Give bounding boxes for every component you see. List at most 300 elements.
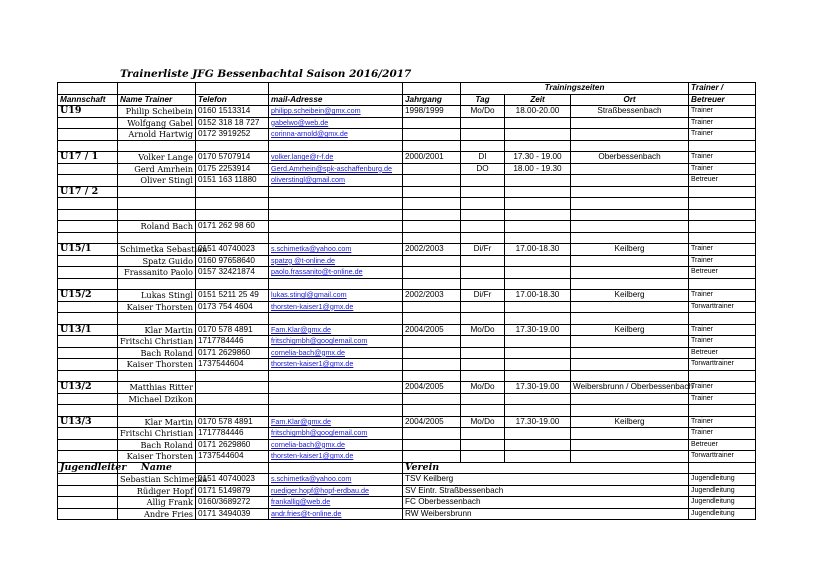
jahrgang-cell <box>403 347 461 359</box>
trainer-name-cell: Klar Martin <box>118 324 196 336</box>
trainer-name-cell: Frassanito Paolo <box>118 267 196 279</box>
ort-cell <box>571 405 689 417</box>
ort-cell: Straßbessenbach <box>571 106 689 118</box>
zeit-cell <box>505 313 571 325</box>
jugendleiter-name-cell: Andre Fries <box>118 508 196 520</box>
zeit-cell <box>505 140 571 152</box>
header-name: Name <box>118 462 196 474</box>
empty-cell <box>58 485 118 497</box>
header-betreuer: Betreuer <box>689 94 756 106</box>
header-jahrgang: Jahrgang <box>403 94 461 106</box>
mail-link[interactable]: spatzg @t-online.de <box>269 255 403 267</box>
phone-cell: 0172 3919252 <box>196 129 269 141</box>
mail-link[interactable]: Fam.Klar@gmx.de <box>269 324 403 336</box>
tag-cell <box>461 129 505 141</box>
tag-cell <box>461 336 505 348</box>
verein-cell: SV Eintr. Straßbessenbach <box>403 485 689 497</box>
mail-link[interactable]: Fam.Klar@gmx.de <box>269 416 403 428</box>
jahrgang-cell <box>403 336 461 348</box>
header-empty <box>689 462 756 474</box>
phone-cell: 0171 2629860 <box>196 439 269 451</box>
role-cell: Trainer <box>689 290 756 302</box>
jahrgang-cell <box>403 267 461 279</box>
tag-cell <box>461 370 505 382</box>
zeit-cell <box>505 347 571 359</box>
tag-cell <box>461 117 505 129</box>
phone-cell <box>196 382 269 394</box>
role-cell <box>689 370 756 382</box>
mail-link[interactable]: corinna-arnold@gmx.de <box>269 129 403 141</box>
role-cell <box>689 278 756 290</box>
zeit-cell <box>505 370 571 382</box>
zeit-cell: 17.30-19.00 <box>505 324 571 336</box>
role-cell: Jugendleitung <box>689 497 756 509</box>
phone-cell: 0157 32421874 <box>196 267 269 279</box>
trainer-name-cell: Lukas Stingl <box>118 290 196 302</box>
ort-cell <box>571 301 689 313</box>
jahrgang-cell <box>403 393 461 405</box>
ort-cell: Weibersbrunn / Oberbessenbach <box>571 382 689 394</box>
table-row <box>58 439 756 451</box>
ort-cell <box>571 186 689 198</box>
table-row <box>58 175 756 187</box>
team-cell <box>58 278 118 290</box>
zeit-cell <box>505 428 571 440</box>
trainer-name-cell: Roland Bach <box>118 221 196 233</box>
phone-cell <box>196 370 269 382</box>
zeit-cell <box>505 117 571 129</box>
mail-link[interactable]: thorsten-kaiser1@gmx.de <box>269 359 403 371</box>
role-cell: Trainer <box>689 163 756 175</box>
phone-cell: 1737544604 <box>196 451 269 463</box>
role-cell: Trainer <box>689 152 756 164</box>
page-title: Trainerliste JFG Bessenbachtal Saison 2016/2017 <box>120 68 412 80</box>
mail-link[interactable]: gabelwo@web.de <box>269 117 403 129</box>
phone-cell: 0171 5149879 <box>196 485 269 497</box>
tag-cell: Mo/Do <box>461 416 505 428</box>
phone-cell: 0160 97658640 <box>196 255 269 267</box>
phone-cell: 1717784446 <box>196 336 269 348</box>
team-cell <box>58 370 118 382</box>
zeit-cell: 17.00-18.30 <box>505 244 571 256</box>
team-cell <box>58 175 118 187</box>
team-cell: U17 / 1 <box>58 152 118 164</box>
tag-cell: DO <box>461 163 505 175</box>
ort-cell <box>571 117 689 129</box>
phone-cell: 0160 1513314 <box>196 106 269 118</box>
jahrgang-cell <box>403 175 461 187</box>
ort-cell <box>571 163 689 175</box>
jahrgang-cell: 2002/2003 <box>403 244 461 256</box>
team-cell <box>58 198 118 210</box>
jahrgang-cell: 2002/2003 <box>403 290 461 302</box>
mail-link[interactable]: lukas.stingl@gmail.com <box>269 290 403 302</box>
phone-cell: 1737544604 <box>196 359 269 371</box>
ort-cell <box>571 370 689 382</box>
tag-cell <box>461 439 505 451</box>
jugendleiter-name-cell: Rüdiger Hopf <box>118 485 196 497</box>
role-cell <box>689 405 756 417</box>
zeit-cell <box>505 359 571 371</box>
zeit-cell <box>505 129 571 141</box>
tag-cell: Mo/Do <box>461 106 505 118</box>
jahrgang-cell: 2004/2005 <box>403 382 461 394</box>
phone-cell <box>196 232 269 244</box>
phone-cell <box>196 405 269 417</box>
team-cell: U13/2 <box>58 382 118 394</box>
zeit-cell <box>505 301 571 313</box>
team-cell <box>58 313 118 325</box>
role-cell <box>689 198 756 210</box>
table-row <box>58 152 756 164</box>
phone-cell: 0171 3494039 <box>196 508 269 520</box>
jahrgang-cell <box>403 163 461 175</box>
mail-link <box>269 221 403 233</box>
mail-link <box>269 140 403 152</box>
zeit-cell <box>505 209 571 221</box>
table-row <box>58 370 756 382</box>
team-cell <box>58 255 118 267</box>
role-cell: Torwarttrainer <box>689 451 756 463</box>
header-empty <box>196 462 269 474</box>
zeit-cell: 17.30-19.00 <box>505 416 571 428</box>
phone-cell: 0175 2253914 <box>196 163 269 175</box>
phone-cell <box>196 313 269 325</box>
mail-link[interactable]: volker.lange@r-f.de <box>269 152 403 164</box>
tag-cell <box>461 198 505 210</box>
team-cell <box>58 232 118 244</box>
table-row <box>58 186 756 198</box>
trainer-table <box>57 82 756 520</box>
table-row <box>58 290 756 302</box>
jahrgang-cell <box>403 370 461 382</box>
team-cell <box>58 393 118 405</box>
header-zeit: Zeit <box>505 94 571 106</box>
jahrgang-cell <box>403 278 461 290</box>
header-ort: Ort <box>571 94 689 106</box>
trainer-name-cell: Kaiser Thorsten <box>118 301 196 313</box>
table-row <box>58 232 756 244</box>
tag-cell <box>461 313 505 325</box>
table-row <box>58 278 756 290</box>
empty-cell <box>58 474 118 486</box>
trainer-name-cell <box>118 405 196 417</box>
mail-link[interactable]: cornelia-bach@gmx.de <box>269 439 403 451</box>
role-cell: Trainer <box>689 129 756 141</box>
phone-cell: 0173 754 4604 <box>196 301 269 313</box>
tag-cell: DI <box>461 152 505 164</box>
header-jugendleiter: Jugendleiter <box>58 462 118 474</box>
mail-link[interactable]: ruediger.hopf@hopf-erdbau.de <box>269 485 403 497</box>
table-row <box>58 163 756 175</box>
tag-cell <box>461 221 505 233</box>
table-row <box>58 209 756 221</box>
phone-cell <box>196 140 269 152</box>
trainer-name-cell: Fritschi Christian <box>118 428 196 440</box>
ort-cell <box>571 175 689 187</box>
zeit-cell <box>505 186 571 198</box>
trainer-name-cell: Gerd Amrhein <box>118 163 196 175</box>
ort-cell <box>571 313 689 325</box>
jahrgang-cell: 1998/1999 <box>403 106 461 118</box>
team-cell: U15/2 <box>58 290 118 302</box>
team-cell <box>58 163 118 175</box>
phone-cell: 0171 262 98 60 <box>196 221 269 233</box>
tag-cell <box>461 393 505 405</box>
table-row <box>58 117 756 129</box>
phone-cell: 0170 5707914 <box>196 152 269 164</box>
ort-cell: Keilberg <box>571 416 689 428</box>
table-row <box>58 336 756 348</box>
trainer-name-cell: Kaiser Thorsten <box>118 359 196 371</box>
zeit-cell: 17.30 - 19.00 <box>505 152 571 164</box>
tag-cell <box>461 232 505 244</box>
mail-link[interactable]: cornelia-bach@gmx.de <box>269 347 403 359</box>
mail-link <box>269 393 403 405</box>
table-row <box>58 359 756 371</box>
jugendleiter-row <box>58 485 756 497</box>
tag-cell <box>461 451 505 463</box>
jugendleiter-name-cell: Sebastian Schimetka <box>118 474 196 486</box>
trainer-name-cell: Spatz Guido <box>118 255 196 267</box>
tag-cell <box>461 301 505 313</box>
tag-cell <box>461 209 505 221</box>
mail-link[interactable]: Gerd.Amrhein@spk-aschaffenburg.de <box>269 163 403 175</box>
phone-cell: 1717784446 <box>196 428 269 440</box>
jahrgang-cell <box>403 359 461 371</box>
ort-cell <box>571 428 689 440</box>
role-cell: Trainer <box>689 117 756 129</box>
team-cell <box>58 451 118 463</box>
header-trainingszeiten: Trainingszeiten <box>461 83 689 95</box>
jahrgang-cell <box>403 451 461 463</box>
jugendleiter-header-row <box>58 462 756 474</box>
role-cell <box>689 140 756 152</box>
zeit-cell <box>505 198 571 210</box>
ort-cell <box>571 140 689 152</box>
role-cell: Trainer <box>689 382 756 394</box>
ort-cell <box>571 129 689 141</box>
phone-cell: 0151 163 11880 <box>196 175 269 187</box>
role-cell: Torwarttrainer <box>689 359 756 371</box>
header-mail: mail-Adresse <box>269 94 403 106</box>
phone-cell <box>196 186 269 198</box>
mail-link[interactable]: oliverstingl@gmail.com <box>269 175 403 187</box>
mail-link[interactable]: thorsten-kaiser1@gmx.de <box>269 301 403 313</box>
team-cell: U13/3 <box>58 416 118 428</box>
phone-cell: 0151 40740023 <box>196 474 269 486</box>
team-cell <box>58 209 118 221</box>
mail-link[interactable]: fritschigmbh@googlemail.com <box>269 428 403 440</box>
header-trainer-top: Trainer / <box>689 83 756 95</box>
team-cell <box>58 117 118 129</box>
jugendleiter-row <box>58 474 756 486</box>
trainer-name-cell: Philip Scheibein <box>118 106 196 118</box>
trainer-name-cell <box>118 370 196 382</box>
table-row <box>58 267 756 279</box>
ort-cell <box>571 198 689 210</box>
table-row <box>58 347 756 359</box>
role-cell: Jugendleitung <box>689 474 756 486</box>
tag-cell <box>461 267 505 279</box>
role-cell <box>689 232 756 244</box>
jahrgang-cell: 2004/2005 <box>403 324 461 336</box>
mail-link <box>269 198 403 210</box>
tag-cell <box>461 140 505 152</box>
role-cell: Trainer <box>689 106 756 118</box>
mail-link <box>269 278 403 290</box>
phone-cell <box>196 209 269 221</box>
ort-cell: Oberbessenbach <box>571 152 689 164</box>
phone-cell: 0152 318 18 727 <box>196 117 269 129</box>
tag-cell <box>461 186 505 198</box>
ort-cell <box>571 439 689 451</box>
phone-cell: 0170 578 4891 <box>196 324 269 336</box>
team-cell <box>58 336 118 348</box>
zeit-cell <box>505 267 571 279</box>
header-tag: Tag <box>461 94 505 106</box>
trainer-name-cell: Matthias Ritter <box>118 382 196 394</box>
header-row <box>58 94 756 106</box>
tag-cell <box>461 428 505 440</box>
team-cell <box>58 439 118 451</box>
tag-cell <box>461 255 505 267</box>
table-row <box>58 416 756 428</box>
empty-cell <box>58 497 118 509</box>
ort-cell <box>571 393 689 405</box>
trainer-name-cell: Arnold Hartwig <box>118 129 196 141</box>
trainer-name-cell: Bach Roland <box>118 347 196 359</box>
trainer-name-cell: Volker Lange <box>118 152 196 164</box>
tag-cell <box>461 278 505 290</box>
tag-cell: Mo/Do <box>461 324 505 336</box>
team-cell <box>58 347 118 359</box>
role-cell: Trainer <box>689 324 756 336</box>
role-cell: Trainer <box>689 244 756 256</box>
verein-cell: FC Oberbessenbach <box>403 497 689 509</box>
mail-link <box>269 209 403 221</box>
mail-link[interactable]: frankallig@web.de <box>269 497 403 509</box>
header-empty <box>269 462 403 474</box>
jahrgang-cell <box>403 232 461 244</box>
trainer-name-cell: Wolfgang Gabel <box>118 117 196 129</box>
phone-cell: 0170 578 4891 <box>196 416 269 428</box>
zeit-cell <box>505 255 571 267</box>
tag-cell: Mo/Do <box>461 382 505 394</box>
role-cell: Trainer <box>689 428 756 440</box>
trainer-name-cell <box>118 140 196 152</box>
table-row <box>58 106 756 118</box>
zeit-cell <box>505 221 571 233</box>
mail-link[interactable]: s.schimetka@yahoo.com <box>269 244 403 256</box>
header-verein: Verein <box>403 462 689 474</box>
phone-cell: 0160/3689272 <box>196 497 269 509</box>
role-cell <box>689 186 756 198</box>
ort-cell <box>571 267 689 279</box>
team-cell <box>58 221 118 233</box>
mail-link[interactable]: fritschigmbh@googlemail.com <box>269 336 403 348</box>
tag-cell <box>461 359 505 371</box>
phone-cell <box>196 198 269 210</box>
tag-cell <box>461 405 505 417</box>
role-cell: Jugendleitung <box>689 485 756 497</box>
team-cell <box>58 359 118 371</box>
mail-link[interactable]: paolo.frassanito@t-online.de <box>269 267 403 279</box>
table-row <box>58 301 756 313</box>
tag-cell <box>461 175 505 187</box>
ort-cell <box>571 255 689 267</box>
jahrgang-cell <box>403 140 461 152</box>
zeit-cell <box>505 175 571 187</box>
table-row <box>58 405 756 417</box>
trainer-name-cell <box>118 278 196 290</box>
table-row <box>58 129 756 141</box>
team-cell <box>58 129 118 141</box>
role-cell <box>689 209 756 221</box>
team-cell <box>58 405 118 417</box>
verein-cell: TSV Keilberg <box>403 474 689 486</box>
zeit-cell <box>505 451 571 463</box>
table-row <box>58 428 756 440</box>
phone-cell: 0151 40740023 <box>196 244 269 256</box>
ort-cell <box>571 232 689 244</box>
jahrgang-cell <box>403 313 461 325</box>
header-row-top <box>58 83 756 95</box>
team-cell: U19 <box>58 106 118 118</box>
zeit-cell: 18.00-20.00 <box>505 106 571 118</box>
table-row <box>58 324 756 336</box>
jahrgang-cell <box>403 198 461 210</box>
trainer-name-cell: Klar Martin <box>118 416 196 428</box>
mail-link <box>269 370 403 382</box>
team-cell <box>58 140 118 152</box>
verein-cell: RW Weibersbrunn <box>403 508 689 520</box>
team-cell: U15/1 <box>58 244 118 256</box>
team-cell: U13/1 <box>58 324 118 336</box>
mail-link <box>269 186 403 198</box>
phone-cell <box>196 393 269 405</box>
mail-link[interactable]: thorsten-kaiser1@gmx.de <box>269 451 403 463</box>
zeit-cell <box>505 439 571 451</box>
role-cell: Jugendleitung <box>689 508 756 520</box>
phone-cell <box>196 278 269 290</box>
mail-link[interactable]: andr.fries@t-online.de <box>269 508 403 520</box>
mail-link[interactable]: philipp.scheibein@gmx.com <box>269 106 403 118</box>
empty-cell <box>58 508 118 520</box>
zeit-cell: 17.30-19.00 <box>505 382 571 394</box>
jahrgang-cell <box>403 405 461 417</box>
trainer-name-cell: Bach Roland <box>118 439 196 451</box>
header-mannschaft: Mannschaft <box>58 94 118 106</box>
ort-cell: Keilberg <box>571 290 689 302</box>
zeit-cell <box>505 336 571 348</box>
role-cell: Betreuer <box>689 175 756 187</box>
ort-cell <box>571 359 689 371</box>
role-cell: Trainer <box>689 416 756 428</box>
mail-link <box>269 313 403 325</box>
team-cell <box>58 267 118 279</box>
jugendleiter-row <box>58 497 756 509</box>
table-row <box>58 244 756 256</box>
jahrgang-cell <box>403 439 461 451</box>
jahrgang-cell <box>403 221 461 233</box>
table-row <box>58 451 756 463</box>
ort-cell: Keilberg <box>571 324 689 336</box>
trainer-name-cell: Fritschi Christian <box>118 336 196 348</box>
mail-link <box>269 232 403 244</box>
mail-link[interactable]: s.schimetka@yahoo.com <box>269 474 403 486</box>
jahrgang-cell <box>403 428 461 440</box>
